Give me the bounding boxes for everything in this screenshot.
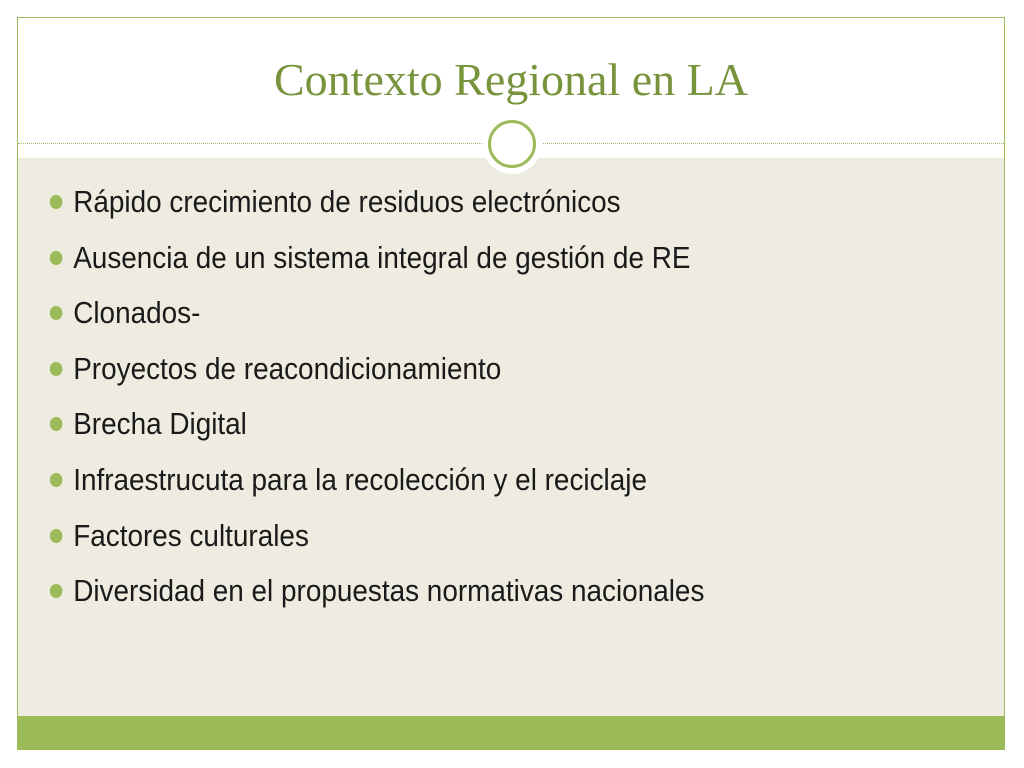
bullet-text: Infraestrucuta para la recolección y el reciclaje <box>73 461 647 497</box>
bullet-text: Brecha Digital <box>73 406 247 442</box>
bullet-icon <box>50 251 63 265</box>
bullet-text: Clonados- <box>73 295 201 331</box>
footer-bar <box>18 716 1004 750</box>
bullet-icon <box>50 529 63 543</box>
bullet-item <box>48 345 704 401</box>
bullet-item <box>48 234 704 290</box>
bullet-icon <box>50 195 63 209</box>
ring-ornament-icon <box>488 120 536 168</box>
bullet-text: Ausencia de un sistema integral de gestión de RE <box>73 239 691 275</box>
bullet-item <box>48 512 704 568</box>
bullet-text: Proyectos de reacondicionamiento <box>73 350 502 386</box>
bullet-item <box>48 178 704 234</box>
bullet-icon <box>50 473 63 487</box>
bullet-icon <box>50 306 63 320</box>
slide <box>17 17 1005 750</box>
bullet-item <box>48 567 704 623</box>
bullet-text: Factores culturales <box>73 517 309 553</box>
bullet-icon <box>50 417 63 431</box>
bullet-text: Diversidad en el propuestas normativas nacionales <box>73 573 705 609</box>
bullet-item <box>48 456 704 512</box>
bullet-text: Rápido crecimiento de residuos electrónicos <box>73 184 621 219</box>
bullet-item <box>48 400 704 456</box>
bullet-list <box>48 178 777 623</box>
bullet-icon <box>50 362 63 376</box>
bullet-icon <box>50 584 63 598</box>
slide-title: Contexto Regional en LA <box>274 54 748 105</box>
bullet-item <box>48 289 704 345</box>
